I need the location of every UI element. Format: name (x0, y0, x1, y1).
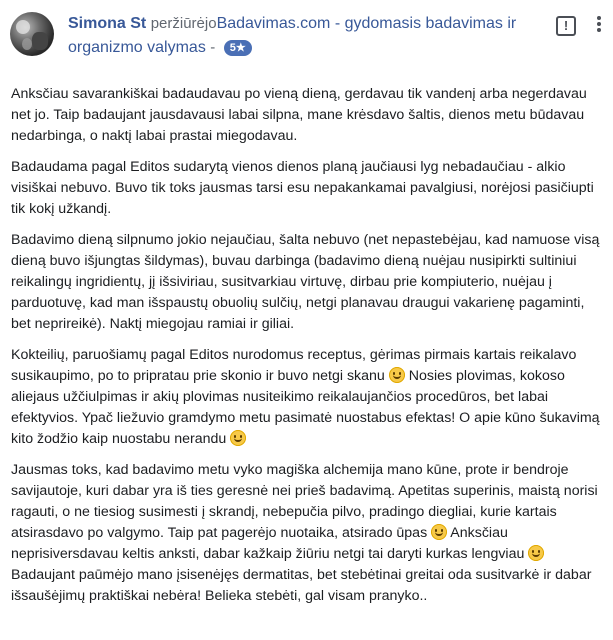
smile-emoji-icon (230, 430, 246, 446)
avatar-shadow (32, 32, 48, 50)
paragraph-2: Badaudama pagal Editos sudarytą vienos dienos planą jaučiausi lyg nebadaučiau - alkio visiškai nebuvo. Buvo tik toks jausmas tarsi esu nepakankamai pavalgiusi, norėjosi pasičiupti tik kokį užkandį. (11, 159, 594, 217)
paragraph-5 (11, 460, 605, 607)
avatar-detail (22, 38, 32, 50)
paragraph-4-part-2: Nosies plovimas, kokoso aliejaus užčiulpimas ir akių plovimas nusiteikimo reikalaujančios procedūros, bet labai efektyvios. Ypač liežuvio gramdymo metu pasimatė nuostabus efektas! O apie kūno šukavimą kito žodžio kaip nuostabu nerandu (11, 368, 600, 447)
more-options-icon[interactable] (594, 14, 604, 38)
post-body (11, 84, 605, 617)
paragraph-5-part-3: Badaujant paūmėjo mano įsisenėjęs dermatitas, bet stebėtinai greitai oda susitvarkė ir dabar išsaušėjimų praktiškai nebėra! Belieka stebėti, gal visam pranyko.. (11, 567, 592, 604)
report-icon[interactable]: ! (556, 16, 576, 36)
smile-emoji-icon (528, 545, 544, 561)
review-verb: peržiūrėjo (150, 15, 217, 32)
paragraph-5-part-1: Jausmas toks, kad badavimo metu vyko magiška alchemija mano kūne, prote ir bendroje savijautoje, kuri dabar yra iš ties geresnė nei prieš badavimą. Apetitas superinis, maistą norisi ragauti, o ne tiesiog susimesti į skrandį, nebepučia pilvo, pradingo diegliai, kurie kartais atsirasdavo po valgymo. Taip pat pagerėjo nuotaika, atsirado ūpas (11, 462, 598, 541)
paragraph-4 (11, 345, 605, 450)
rating-badge: 5★ (224, 40, 252, 56)
paragraph-3: Badavimo dieną silpnumo jokio nejaučiau, šalta nebuvo (net nepastebėjau, kad namuose visą dieną buvo išjungtas šildymas), buvau darbinga (badavimo dieną nuėjau nusipirkti sultiniui reikalingų ingridientų, jį išsiviriau, susitvarkiau virtuvę, dirbau prie kompiuterio, nuėjau į parduotuvę, kad man išspaustų obuolių sulčių, netgi planavau draugui vakarienę pagaminti, bet neprireikė). Naktį miegojau ramiai ir giliai. (11, 232, 600, 332)
avatar-highlight (16, 20, 30, 34)
smile-emoji-icon (431, 524, 447, 540)
post-header (0, 0, 613, 70)
paragraph-5-part-2: Anksčiau neprisiversdavau keltis anksti, dabar kažkaip žiūriu netgi tai daryti kurkas lengviau (11, 525, 525, 562)
avatar[interactable] (10, 12, 54, 56)
page-link[interactable]: Badavimas.com - gydomasis badavimas ir organizmo valymas (68, 15, 517, 56)
post-headline (68, 12, 538, 60)
paragraph-1: Anksčiau savarankiškai badaudavau po vieną dieną, gerdavau tik vandenį arba negerdavau net jo. Taip badaujant jausdavausi labai silpna, mane krėsdavo šaltis, dienos metu būdavau nedarbinga, o naktį labai prastai miegodavau. (11, 86, 587, 144)
paragraph-4-part-1: Kokteilių, paruošiamų pagal Editos nurodomus receptus, gėrimas pirmais kartais reikalavo susikaupimo, po to pripratau prie skonio ir buvo netgi skanu (11, 347, 577, 384)
smile-emoji-icon (389, 367, 405, 383)
separator: - (210, 39, 216, 56)
author-name[interactable]: Simona St (68, 15, 147, 32)
